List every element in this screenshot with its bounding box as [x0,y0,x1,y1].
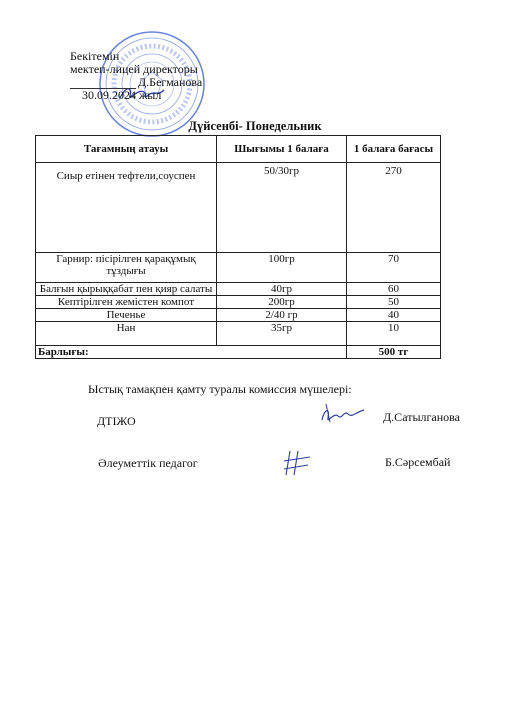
dish-name: Сиыр етінен тефтели,соуспен [36,163,217,253]
dish-yield: 50/30гр [217,163,347,253]
dish-name: Кептірілген жемістен компот [36,296,217,309]
dish-price: 60 [347,283,441,296]
table-header-row [36,136,441,163]
header-dish-name: Тағамның атауы [36,136,217,163]
commission-member-role: Әлеуметтік педагог [98,456,198,470]
table-row [36,296,441,309]
commission-heading: Ыстық тамақпен қамту туралы комиссия мүшелері: [88,382,352,396]
menu-day-title: Дүйсенбі- Понедельник [188,119,322,133]
commission-member-name: Д.Сатылганова [383,410,461,424]
header-yield: Шығымы 1 балаға [217,136,347,163]
commission-member-role: ДТІЖО [97,414,136,428]
dish-yield: 100гр [217,253,347,283]
dish-name: Нан [36,322,217,346]
dish-price: 270 [347,163,441,253]
table-total-row [36,346,441,359]
approval-date: 30.09.2024 жыл [82,88,162,102]
dish-name: Балғын қырыққабат пен қияр салаты [36,283,217,296]
dish-price: 10 [347,322,441,346]
director-name: Д.Бегманова [138,75,203,89]
dish-yield: 2/40 гр [217,309,347,322]
total-label: Барлығы: [36,346,347,359]
dish-price: 40 [347,309,441,322]
approval-position: мектеп-лицей директоры [70,62,198,76]
dish-name: Печенье [36,309,217,322]
dish-name: Гарнир: пісірілген қарақұмық тұздығы [36,253,217,283]
table-row [36,309,441,322]
dish-price: 50 [347,296,441,309]
commission-member-name: Б.Сәрсембай [385,455,451,469]
approval-label: Бекітемін [70,49,120,63]
dish-yield: 200гр [217,296,347,309]
menu-table [35,135,441,359]
dish-yield: 40гр [217,283,347,296]
table-row [36,163,441,253]
table-row [36,283,441,296]
dish-yield: 35гр [217,322,347,346]
header-price: 1 балаға бағасы [347,136,441,163]
member2-signature [280,447,316,479]
total-value: 500 тг [347,346,441,359]
table-row [36,322,441,346]
dish-price: 70 [347,253,441,283]
table-row [36,253,441,283]
member1-signature [318,400,368,428]
approval-block [70,50,202,102]
